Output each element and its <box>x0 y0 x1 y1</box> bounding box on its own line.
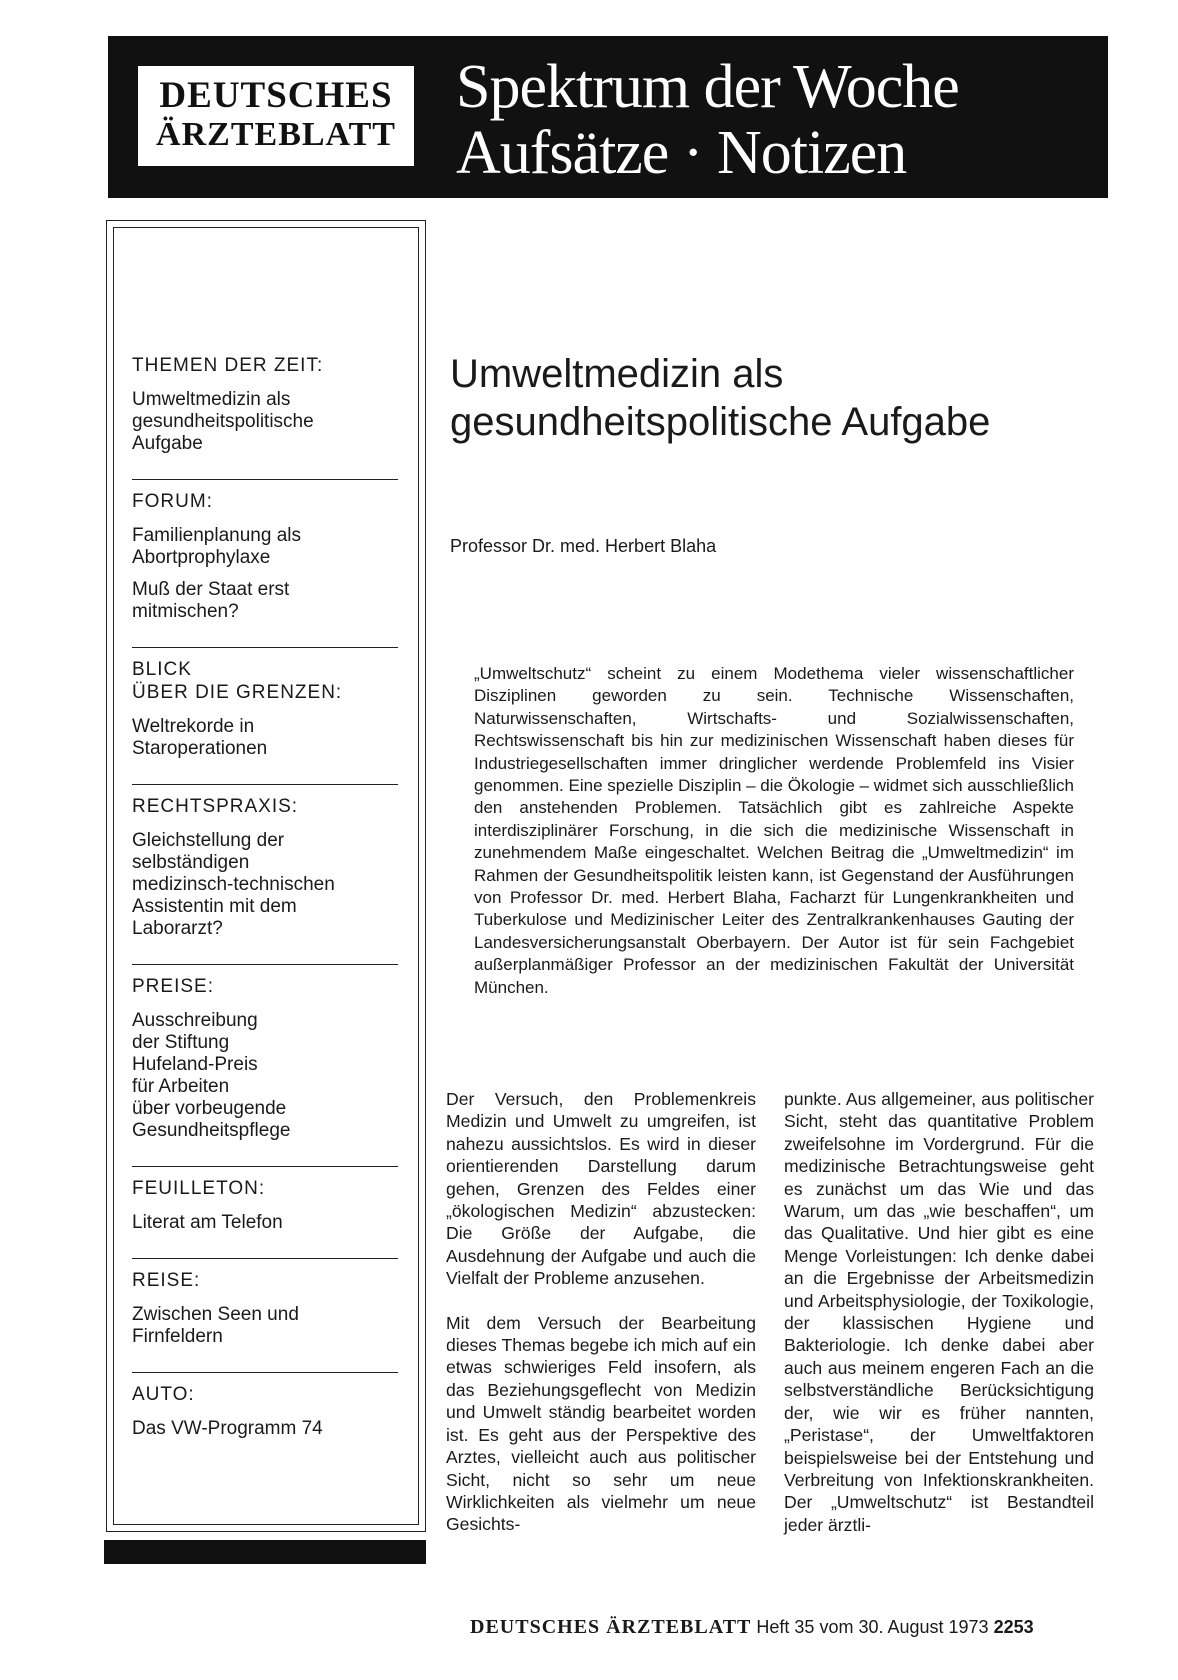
toc-heading: RECHTSPRAXIS: <box>132 796 299 817</box>
toc-item[interactable]: Gleichstellung der selbständigen medizinsch-technischen Assistentin mit dem Laborarzt? <box>132 830 335 939</box>
article-column-2 <box>784 1088 1094 1558</box>
logo-line-1: DEUTSCHES <box>159 75 393 116</box>
article-byline: Professor Dr. med. Herbert Blaha <box>450 536 717 556</box>
toc-section-themen <box>132 354 398 480</box>
article-column-1 <box>446 1088 756 1558</box>
article-paragraph: Der Versuch, den Problemenkreis Medizin und Umwelt zu umgreifen, ist nahezu aussichtslos. Es wird in dieser orientierenden Darstellung darum gehen, Grenzen des Feldes einer „ökologischen Medizin“ abzustecken: Die Größe der Aufgabe, die Ausdehnung der Aufgabe und auch die Vielfalt der Probleme anzusehen. <box>446 1089 756 1289</box>
toc-section-auto <box>132 1383 398 1464</box>
toc-heading: REISE: <box>132 1270 201 1291</box>
toc-item[interactable]: Ausschreibung der Stiftung Hufeland-Preis für Arbeiten über vorbeugende Gesundheitspflege <box>132 1010 291 1141</box>
magazine-logo <box>138 66 414 166</box>
toc-item[interactable]: Muß der Staat erst mitmischen? <box>132 579 290 622</box>
article-paragraph: punkte. Aus allgemeiner, aus politischer Sicht, steht das quantitative Problem zweifelsohne im Vordergrund. Für die medizinische Betrachtungsweise geht es zunächst um das Wie und das Warum, um das „wie beschaffen“, um das Qualitative. Und hier gibt es eine Menge Vorleistungen: Ich denke dabei an die Ergebnisse der Arbeitsmedizin und Arbeitsphysiologie, der Toxikologie, der klassischen Hygiene und Bakteriologie. Ich denke dabei aber auch aus meinem engeren Fach an die selbstverständliche Berücksichtigung der, wie wir es früher nannten, „Peristase“, der Umweltfaktoren beispielsweise bei der Entstehung und Verbreitung von Infektionskrankheiten. Der „Umweltschutz“ ist Bestandteil jeder ärztli- <box>784 1089 1094 1535</box>
table-of-contents <box>132 354 398 1474</box>
toc-section-reise <box>132 1269 398 1373</box>
toc-item[interactable]: Das VW-Programm 74 <box>132 1418 323 1439</box>
page-number: 2253 <box>993 1617 1034 1637</box>
toc-item[interactable]: Literat am Telefon <box>132 1212 283 1233</box>
footer-issue: Heft 35 vom 30. August 1973 <box>756 1617 989 1637</box>
article-paragraph: Mit dem Versuch der Bearbeitung dieses Themas begebe ich mich auf ein etwas schwieriges Feld insofern, als das Beziehungsgeflecht von Medizin und Umwelt ständig bearbeitet worden ist. Es geht aus der Perspektive des Arztes, vielleicht auch aus politischer Sicht, nicht so sehr um neue Wirklichkeiten als vielmehr um neue Gesichts- <box>446 1312 756 1535</box>
toc-heading: BLICK ÜBER DIE GRENZEN: <box>132 659 343 703</box>
toc-item[interactable]: Umweltmedizin als gesundheitspolitische Aufgabe <box>132 389 314 454</box>
toc-item[interactable]: Zwischen Seen und Firnfeldern <box>132 1304 299 1347</box>
toc-heading: FEUILLETON: <box>132 1178 266 1199</box>
toc-bottom-bar <box>104 1540 426 1564</box>
toc-item[interactable]: Weltrekorde in Staroperationen <box>132 716 268 759</box>
toc-section-blick <box>132 658 398 785</box>
section-title-line-2: Aufsätze · Notizen <box>456 119 907 187</box>
toc-section-preise <box>132 975 398 1167</box>
section-title <box>456 54 959 186</box>
masthead <box>108 36 1108 198</box>
toc-section-feuilleton <box>132 1177 398 1259</box>
logo-line-2: ÄRZTEBLATT <box>156 116 396 153</box>
toc-heading: AUTO: <box>132 1384 195 1405</box>
page-footer <box>470 1616 1034 1639</box>
toc-heading: FORUM: <box>132 491 213 512</box>
article-abstract: „Umweltschutz“ scheint zu einem Modethema vieler wissenschaftlicher Disziplinen geworden zu sein. Technische Wissenschaften, Naturwissenschaften, Wirtschafts- und Sozialwissenschaften, Rechtswissenschaft bis hin zur medizinischen Wissenschaft haben dieses für Industriegesellschaften immer dringlicher werdende Problemfeld ins Visier genommen. Eine spezielle Disziplin – die Ökologie – widmet sich ausschließlich den anstehenden Problemen. Tatsächlich gibt es zahlreiche Aspekte interdisziplinärer Forschung, in die sich die medizinische Wissenschaft in zunehmendem Maße eingeschaltet. Welchen Beitrag die „Umweltmedizin“ im Rahmen der Gesundheitspolitik leisten kann, ist Gegenstand der Ausführungen von Professor Dr. med. Herbert Blaha, Facharzt für Lungenkrankheiten und Tuberkulose und Medizinischer Leiter des Zentralkrankenhauses Gauting der Landesversicherungsanstalt Oberbayern. Der Autor ist für sein Fachgebiet außerplanmäßiger Professor an der medizinischen Fakultät der Universität München. <box>474 664 1075 997</box>
section-title-line-1: Spektrum der Woche <box>456 53 959 121</box>
toc-heading: PREISE: <box>132 976 214 997</box>
article-headline: Umweltmedizin als gesundheitspolitische Aufgabe <box>450 352 991 444</box>
toc-heading: THEMEN DER ZEIT: <box>132 355 324 376</box>
footer-magazine-name: DEUTSCHES ÄRZTEBLATT <box>470 1616 752 1638</box>
toc-section-rechtspraxis <box>132 795 398 965</box>
toc-section-forum <box>132 490 398 648</box>
toc-item[interactable]: Familienplanung als Abortprophylaxe <box>132 525 301 568</box>
